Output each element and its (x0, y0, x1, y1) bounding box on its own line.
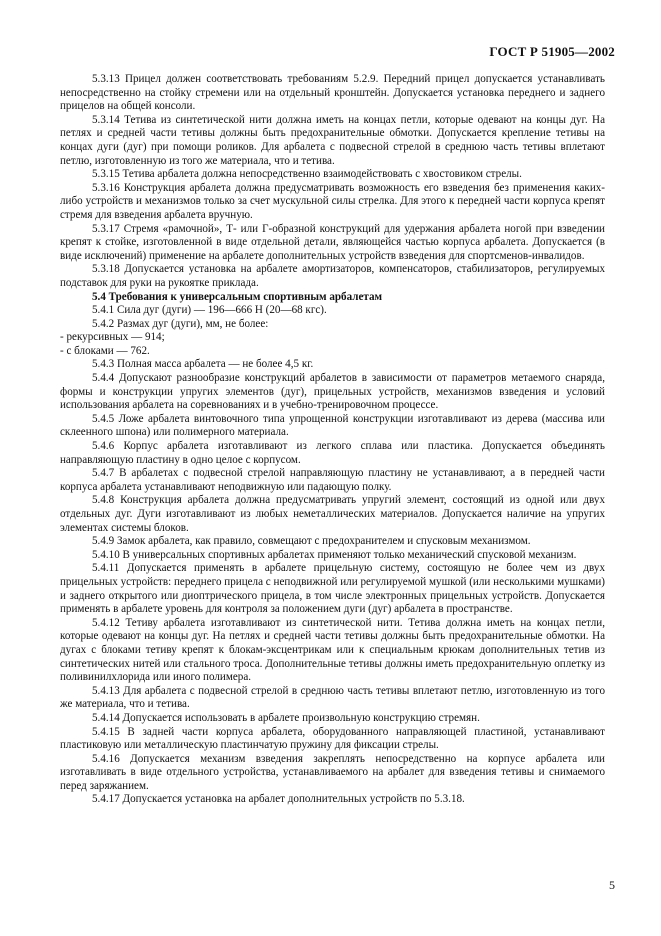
section-heading: 5.4 Требования к универсальным спортивным арбалетам (92, 290, 383, 303)
paragraph: 5.4.11 Допускается применять в арбалете прицельную систему, состоящую не более чем из двух прицельных устройств: переднего прицела с неподвижной или регулируемой мушкой (или несколькими мушками) и заднего открытого или диоптрического прицела, в том числе электронных прицельных устройств. Допускается применять в арбалете уровень для контроля за положением дуги (дуг) арбалета в пространстве. (60, 562, 605, 616)
paragraph: 5.4.9 Замок арбалета, как правило, совмещают с предохранителем и спусковым механизмом. (92, 535, 531, 548)
paragraph: 5.4.10 В универсальных спортивных арбалетах применяют только механический спусковой механизм. (92, 548, 577, 561)
standard-header: ГОСТ Р 51905—2002 (489, 44, 615, 59)
paragraph: 5.4.4 Допускают разнообразие конструкций арбалетов в зависимости от параметров метаемого снаряда, формы и конструкции упругих элементов (дуг), прицельных устройств, механизмов взведения и условий использования арбалета на соревнованиях и в учебно-тренировочном процессе. (60, 372, 605, 412)
page-number: 5 (609, 878, 615, 892)
paragraph: 5.3.16 Конструкция арбалета должна предусматривать возможность его взведения без применения каких-либо устройств и механизмов только за счет мускульной силы стрелка. Для этого к передней части корпуса крепят стремя для взведения арбалета вручную. (60, 181, 605, 221)
paragraph: 5.4.8 Конструкция арбалета должна предусматривать упругий элемент, состоящий из одной или двух отдельных дуг. Дуги изготавливают из любых неметаллических материалов. Допускается наличие на упругих элементах системы блоков. (60, 494, 605, 534)
paragraph: 5.4.13 Для арбалета с подвесной стрелой в среднюю часть тетивы вплетают петлю, изготовленную из того же материала, что и тетива. (60, 684, 605, 711)
list-item: - с блоками — 762. (60, 344, 150, 357)
list-item: - рекурсивных — 914; (60, 331, 165, 344)
paragraph: 5.3.13 Прицел должен соответствовать требованиям 5.2.9. Передний прицел допускается устанавливать непосредственно на стойку стремени или на отдельный кронштейн. Допускается установка переднего и заднего прицелов на общей консоли. (60, 73, 605, 113)
document-body (60, 73, 605, 807)
paragraph: 5.4.1 Сила дуг (дуги) — 196—666 Н (20—68 кгс). (92, 304, 327, 317)
paragraph: 5.4.5 Ложе арбалета винтовочного типа упрощенной конструкции изготавливают из дерева (массива или склеенного шпона) или полимерного материала. (60, 412, 605, 439)
paragraph: 5.4.16 Допускается механизм взведения закреплять непосредственно на корпусе арбалета или изготавливать в виде отдельного устройства, устанавливаемого на арбалет для взведения тетивы и снимаемого перед заряжанием. (60, 752, 605, 792)
paragraph: 5.4.12 Тетиву арбалета изготавливают из синтетической нити. Тетива должна иметь на концах петли, которые одевают на концы дуг. На петлях и средней части тетивы должны быть предохранительные обмотки. На дугах с блоками тетиву крепят к блокам-эксцентрикам или к специальным крюкам дополнительных тетив из синтетических нитей или стального троса. Дополнительные тетивы должны иметь предохранительную оплетку из поливинилхлорида или иного полимера. (60, 616, 605, 684)
paragraph: 5.3.18 Допускается установка на арбалете амортизаторов, компенсаторов, стабилизаторов, регулируемых подставок для руки на рукоятке приклада. (60, 263, 605, 289)
paragraph: 5.3.15 Тетива арбалета должна непосредственно взаимодействовать с хвостовиком стрелы. (92, 168, 522, 181)
paragraph: 5.4.6 Корпус арбалета изготавливают из легкого сплава или пластика. Допускается объединять направляющую пластину в одно целое с корпусом. (60, 440, 605, 466)
paragraph: 5.4.3 Полная масса арбалета — не более 4,5 кг. (92, 358, 314, 371)
paragraph: 5.4.15 В задней части корпуса арбалета, оборудованного направляющей пластиной, устанавливают пластиковую или металлическую пластинчатую пружину для фиксации стрелы. (60, 725, 605, 752)
paragraph: 5.4.17 Допускается установка на арбалет дополнительных устройств по 5.3.18. (92, 793, 465, 806)
paragraph: 5.4.14 Допускается использовать в арбалете произвольную конструкцию стремян. (92, 711, 480, 724)
paragraph: 5.4.2 Размах дуг (дуги), мм, не более: (92, 317, 269, 330)
paragraph: 5.3.17 Стремя «рамочной», Т- или Г-образной конструкций для удержания арбалета ногой при взведении крепят к стойке, изготовленной в виде отдельной детали, являющейся частью корпуса арбалета. Допускается (в виде исключений) применение на арбалете дополнительных устройств взведения для спортсменов-инвалидов. (60, 222, 605, 262)
paragraph: 5.3.14 Тетива из синтетической нити должна иметь на концах петли, которые одевают на концы дуг. На петлях и средней части тетивы должны быть предохранительные обмотки. Допускается крепление тетивы на концах дуги (дуг) при помощи роликов. Для арбалета с подвесной стрелой в среднюю часть тетивы вплетают петлю, изготовленную из того же материала, что и тетива. (60, 113, 605, 167)
paragraph: 5.4.7 В арбалетах с подвесной стрелой направляющую пластину не устанавливают, а в передней части корпуса арбалета устанавливают неподвижную или падающую полку. (60, 467, 605, 493)
